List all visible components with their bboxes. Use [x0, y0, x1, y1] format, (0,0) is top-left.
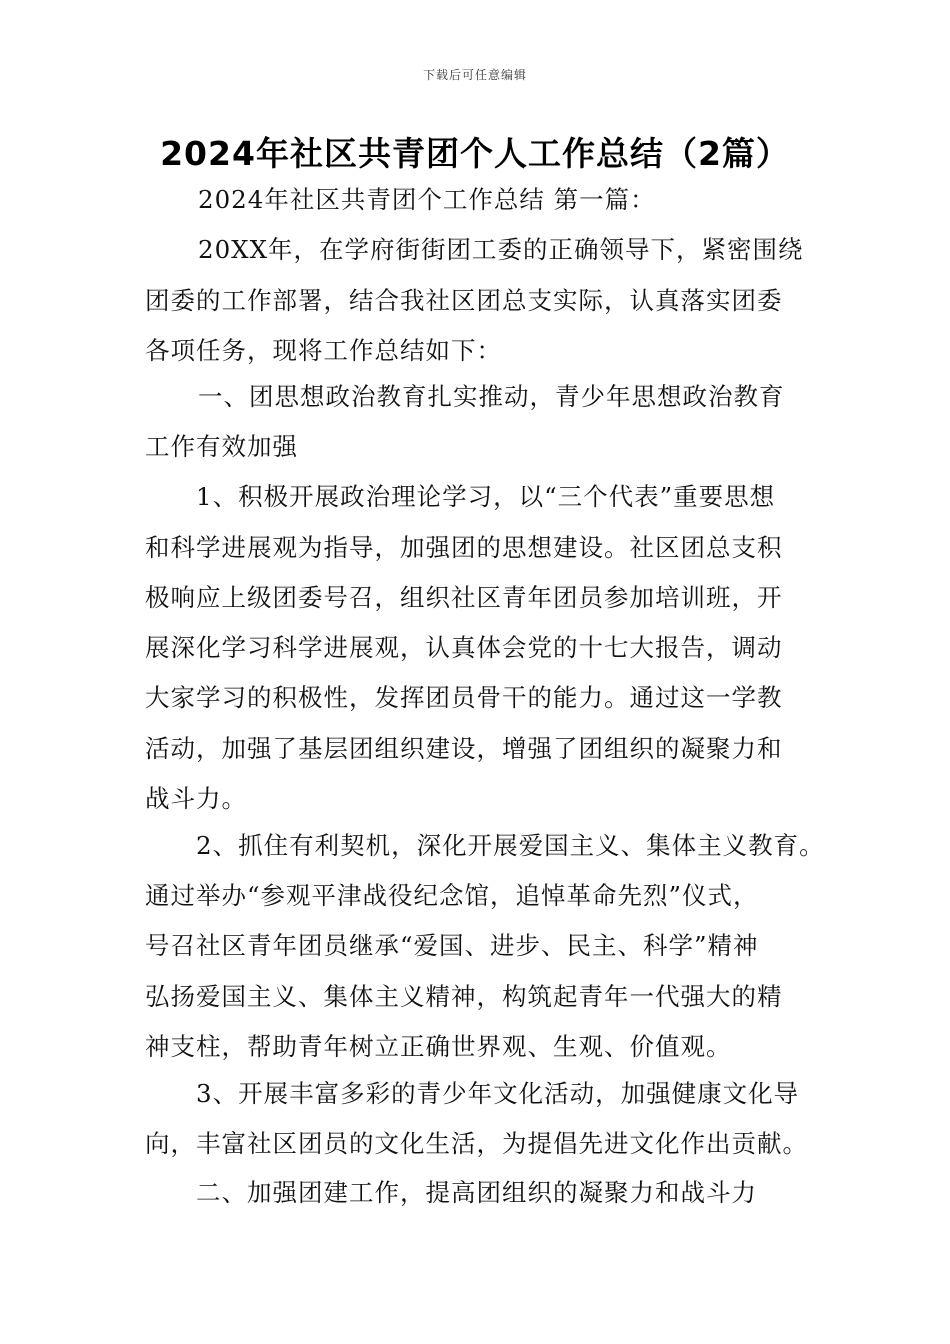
- document-title: 2024年社区共青团个人工作总结（2篇）: [160, 134, 790, 173]
- paragraph-line: 极响应上级团委号召，组织社区青年团员参加培训班，开: [145, 583, 783, 612]
- paragraph-line: 大家学习的积极性，发挥团员骨干的能力。通过这一学教: [145, 683, 783, 712]
- paragraph-line: 20XX年，在学府街街团工委的正确领导下，紧密围绕: [198, 235, 804, 264]
- paragraph-line: 活动，加强了基层团组织建设，增强了团组织的凝聚力和: [145, 734, 783, 763]
- paragraph-line: 神支柱，帮助青年树立正确世界观、生观、价值观。: [145, 1032, 732, 1061]
- paragraph-line: 号召社区青年团员继承“爱国、进步、民主、科学”精神: [145, 931, 759, 960]
- paragraph-line: 弘扬爱国主义、集体主义精神，构筑起青年一代强大的精: [145, 982, 783, 1011]
- paragraph-line: 通过举办“参观平津战役纪念馆，追悼革命先烈”仪式，: [145, 881, 759, 910]
- paragraph-line: 和科学进展观为指导，加强团的思想建设。社区团总支积: [145, 533, 783, 562]
- section-heading-first: 2024年社区共青团个工作总结 第一篇：: [198, 185, 656, 214]
- paragraph-line: 各项任务，现将工作总结如下：: [145, 336, 502, 365]
- paragraph-line: 向，丰富社区团员的文化生活，为提倡先进文化作出贡献。: [145, 1129, 808, 1158]
- paragraph-line: 团委的工作部署，结合我社区团总支实际，认真落实团委: [145, 286, 783, 315]
- paragraph-line: 2、抓住有利契机，深化开展爱国主义、集体主义教育。: [196, 831, 825, 860]
- paragraph-line: 展深化学习科学进展观，认真体会党的十七大报告，调动: [145, 633, 783, 662]
- header-note: 下载后可任意编辑: [422, 68, 527, 82]
- paragraph-line: 1、积极开展政治理论学习，以“三个代表”重要思想: [196, 482, 776, 511]
- paragraph-line: 3、开展丰富多彩的青少年文化活动，加强健康文化导: [196, 1079, 800, 1108]
- section-heading-two: 二、加强团建工作，提高团组织的凝聚力和战斗力: [196, 1178, 757, 1207]
- section-heading-one: 一、团思想政治教育扎实推动，青少年思想政治教育: [198, 382, 785, 411]
- section-heading-one-cont: 工作有效加强: [145, 432, 298, 461]
- paragraph-line: 战斗力。: [145, 784, 247, 813]
